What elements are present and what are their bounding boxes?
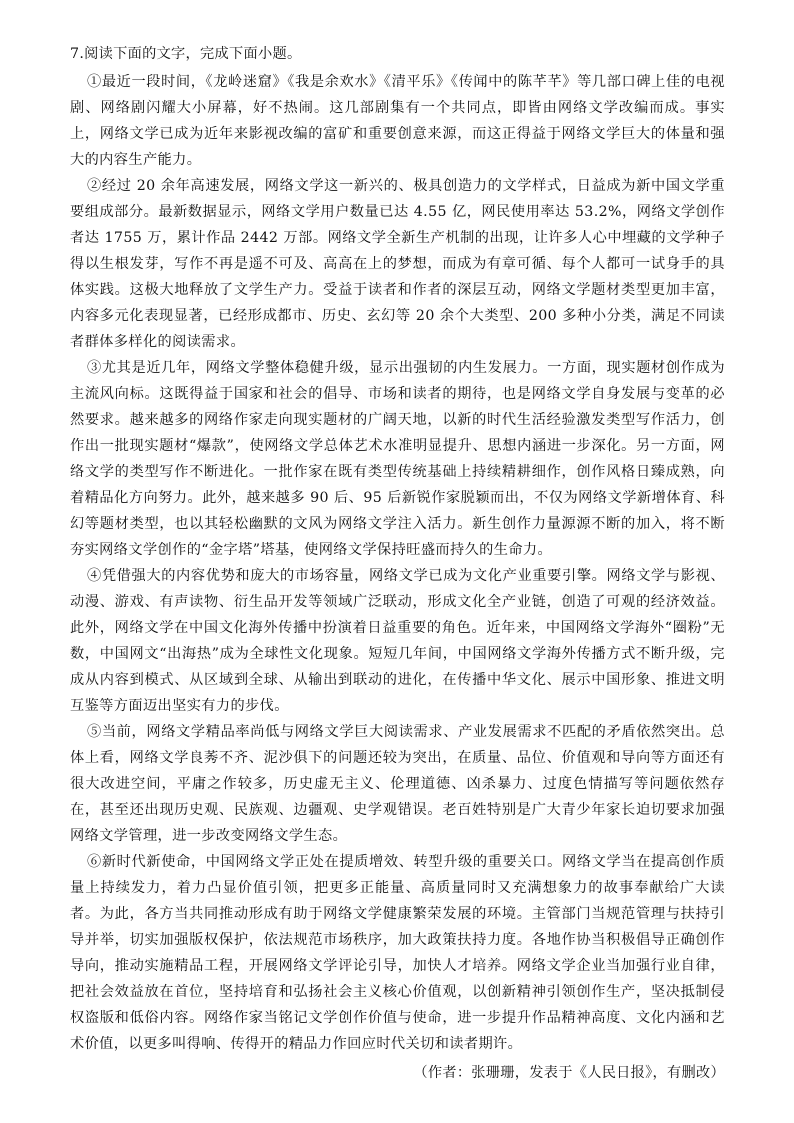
article-paragraph-5: ⑤当前，网络文学精品率尚低与网络文学巨大阅读需求、产业发展需求不匹配的矛盾依然突出。总体上看，网络文学良莠不齐、泥沙俱下的问题还较为突出，在质量、品位、价值观和导向等方面还有很大改进空间，平庸之作较多，历史虚无主义、伦理道德、凶杀暴力、过度色情描写等问题依然存在，甚至还出现历史观、民族观、边疆观、史学观错误。老百姓特别是广大青少年家长迫切要求加强网络文学管理，进一步改变网络文学生态。: [70, 724, 725, 844]
exam-page: [70, 43, 725, 1086]
question-heading: 7.阅读下面的文字，完成下面小题。: [70, 46, 302, 62]
article-source: （作者：张珊珊，发表于《人民日报》，有删改）: [413, 1065, 725, 1081]
article-paragraph-3: ③尤其是近几年，网络文学整体稳健升级，显示出强韧的内生发展力。一方面，现实题材创作成为主流风向标。这既得益于国家和社会的倡导、市场和读者的期待，也是网络文学自身发展与变革的必然要求。越来越多的网络作家走向现实题材的广阔天地，以新的时代生活经验激发类型写作活力，创作出一批现实题材“爆款”，使网络文学总体艺术水准明显提升、思想内涵进一步深化。另一方面，网络文学的类型写作不断进化。一批作家在既有类型传统基础上持续精耕细作，创作风格日臻成熟，向着精品化方向努力。此外，越来越多 90 后、95 后新锐作家脱颖而出，不仅为网络文学新增体育、科幻等题材类型，也以其轻松幽默的文风为网络文学注入活力。新生创作力量源源不断的加入，将不断夯实网络文学创作的“金字塔”塔基，使网络文学保持旺盛而持久的生命力。: [70, 360, 725, 558]
article-paragraph-1: ①最近一段时间，《龙岭迷窟》《我是余欢水》《清平乐》《传闻中的陈芊芊》等几部口碑上佳的电视剧、网络剧闪耀大小屏幕，好不热闹。这几部剧集有一个共同点，即皆由网络文学改编而成。事实上，网络文学已成为近年来影视改编的富矿和重要创意来源，而这正得益于网络文学巨大的体量和强大的内容生产能力。: [70, 74, 725, 168]
article-body: [70, 69, 725, 1057]
article-paragraph-2: ②经过 20 余年高速发展，网络文学这一新兴的、极具创造力的文学样式，日益成为新中国文学重要组成部分。最新数据显示，网络文学用户数量已达 4.55 亿，网民使用率达 53.2%，网络文学创作者达 1755 万，累计作品 2442 万部。网络文学全新生产机制的出现，让许多人心中埋藏的文学种子得以生根发芽，写作不再是遥不可及、高高在上的梦想，而成为有章可循、每个人都可一试身手的具体实践。这极大地释放了文学生产力。受益于读者和作者的深层互动，网络文学题材类型更加丰富，内容多元化表现显著，已经形成都市、历史、玄幻等 20 余个大类型、200 多种小分类，满足不同读者群体多样化的阅读需求。: [70, 178, 725, 350]
article-paragraph-6: ⑥新时代新使命，中国网络文学正处在提质增效、转型升级的重要关口。网络文学当在提高创作质量上持续发力，着力凸显价值引领，把更多正能量、高质量同时又充满想象力的故事奉献给广大读者。为此，各方当共同推动形成有助于网络文学健康繁荣发展的环境。主管部门当规范管理与扶持引导并举，切实加强版权保护，依法规范市场秩序，加大政策扶持力度。各地作协当积极倡导正确创作导向，推动实施精品工程，开展网络文学评论引导，加快人才培养。网络文学企业当加强行业自律，把社会效益放在首位，坚持培育和弘扬社会主义核心价值观，以创新精神引领创作生产，坚决抵制侵权盗版和低俗内容。网络作家当铭记文学创作价值与使命，进一步提升作品精神高度、文化内涵和艺术价值，以更多叫得响、传得开的精品力作回应时代关切和读者期许。: [70, 854, 725, 1052]
article-paragraph-4: ④凭借强大的内容优势和庞大的市场容量，网络文学已成为文化产业重要引擎。网络文学与影视、动漫、游戏、有声读物、衍生品开发等领域广泛联动，形成文化全产业链，创造了可观的经济效益。此外，网络文学在中国文化海外传播中扮演着日益重要的角色。近年来，中国网络文学海外“圈粉”无数，中国网文“出海热”成为全球性文化现象。短短几年间，中国网络文学海外传播方式不断升级，完成从内容到模式、从区域到全球、从输出到联动的进化，在传播中华文化、展示中国形象、推进文明互鉴等方面迈出坚实有力的步伐。: [70, 568, 725, 714]
